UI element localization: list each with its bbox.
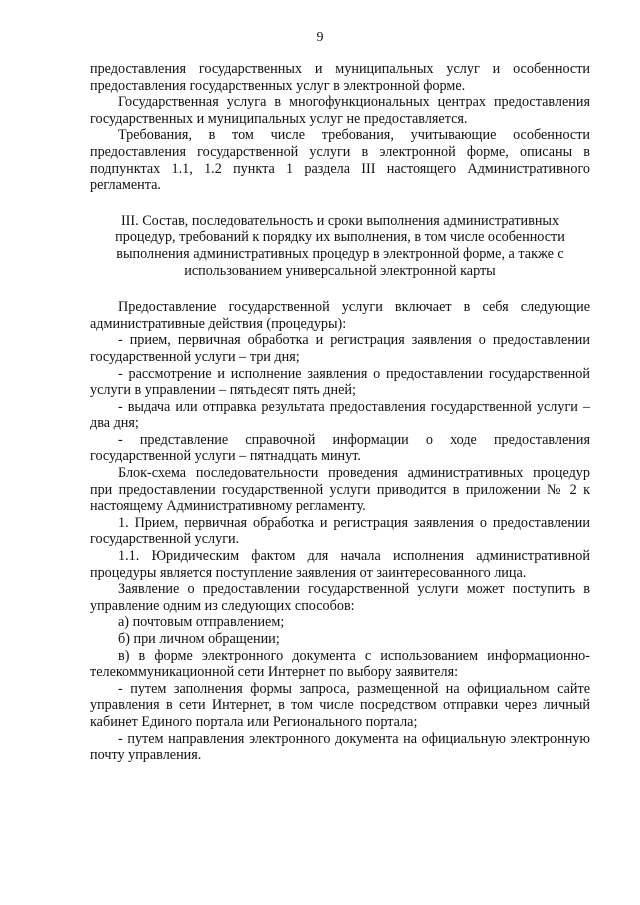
list-item: - представление справочной информации о ходе предоставления государственной услуги – пятнадцать минут. [90, 431, 590, 465]
section-heading-line: использованием универсальной электронной карты [184, 262, 496, 279]
page-number: 9 [316, 30, 324, 45]
section-heading-line: выполнения административных процедур в электронной форме, а также с [116, 245, 564, 262]
paragraph: Предоставление государственной услуги включает в себя следующие административные действия (процедуры): [90, 299, 590, 332]
list-item: б) при личном обращении; [118, 631, 280, 647]
paragraph: 1.1. Юридическим фактом для начала исполнения административной процедуры является поступление заявления от заинтересованного лица. [90, 548, 590, 581]
list-item: - рассмотрение и исполнение заявления о предоставлении государственной услуги в управлении – пятьдесят пять дней; [90, 365, 590, 399]
list-item: в) в форме электронного документа с использованием информационно-телекоммуникационной сети Интернет по выбору заявителя: [90, 647, 590, 681]
list-item: а) почтовым отправлением; [118, 614, 285, 631]
section-heading-line: процедур, требований к порядку их выполнения, в том числе особенности [115, 229, 565, 246]
paragraphs-after [90, 299, 590, 764]
paragraph: Блок-схема последовательности проведения административных процедур при предоставлении государственной услуги приводится в приложении № 2 к настоящему Административному регламенту. [90, 465, 590, 515]
paragraph: Государственная услуга в многофункциональных центрах предоставления государственных и муниципальных услуг не предоставляется. [90, 94, 590, 127]
section-heading-line: III. Состав, последовательность и сроки выполнения административных [120, 212, 560, 229]
list-item: - путем заполнения формы запроса, размещенной на официальном сайте управления в сети Интернет, в том числе посредством отправки через личный кабинет Единого портала или Регионального портала; [90, 680, 590, 730]
list-item: - выдача или отправка результата предоставления государственной услуги – два дня; [90, 398, 590, 432]
list-item: - прием, первичная обработка и регистрация заявления о предоставлении государственной услуги – три дня; [90, 332, 590, 365]
paragraphs-before [90, 61, 590, 194]
paragraph: предоставления государственных и муниципальных услуг и особенности предоставления государственных услуг в электронной форме. [90, 61, 590, 94]
paragraph: 1. Прием, первичная обработка и регистрация заявления о предоставлении государственной услуги. [90, 514, 590, 548]
document-body [90, 61, 590, 764]
paragraph: Требования, в том числе требования, учитывающие особенности предоставления государственной услуги в электронной форме, описаны в подпунктах 1.1, 1.2 пункта 1 раздела III настоящего Административного регламента. [90, 127, 590, 194]
list-item: - путем направления электронного документа на официальную электронную почту управления. [90, 730, 590, 764]
paragraph: Заявление о предоставлении государственной услуги может поступить в управление одним из следующих способов: [90, 581, 590, 614]
section-heading [90, 213, 590, 279]
